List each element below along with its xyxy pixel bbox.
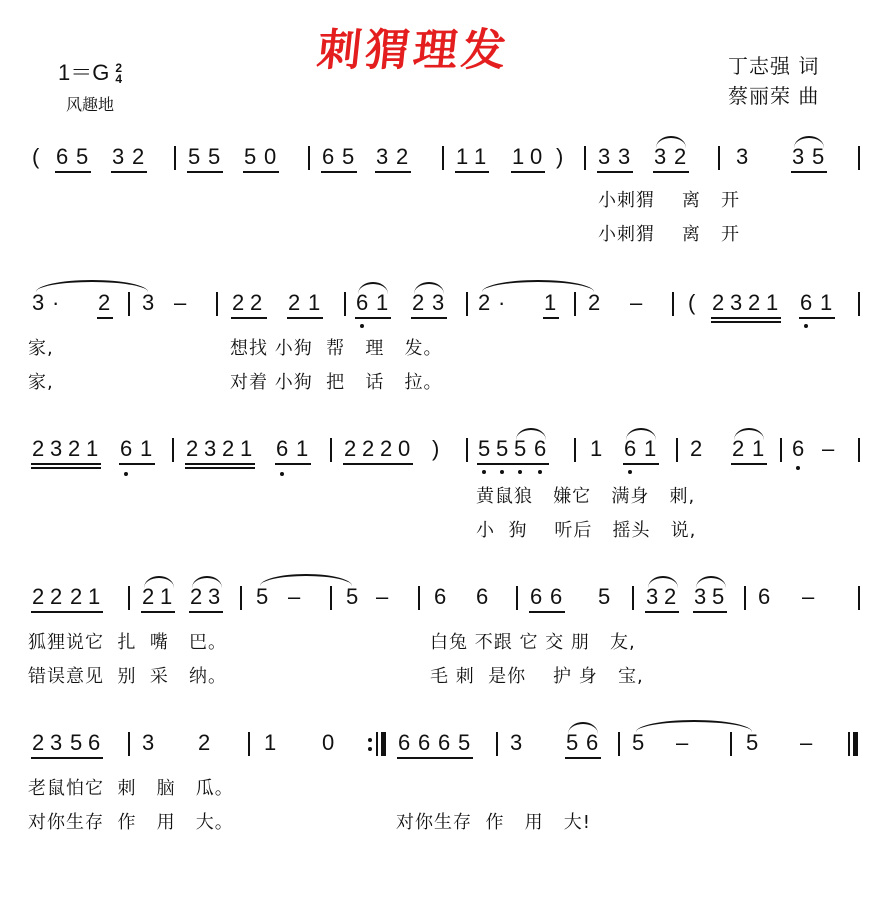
bar-line <box>344 292 346 316</box>
underline <box>355 317 391 319</box>
lyric-line: 小刺猬 离 开 <box>598 224 741 245</box>
composer-credit: 蔡丽荣 曲 <box>728 84 820 108</box>
note: 3 <box>792 144 805 169</box>
bar-line <box>128 292 130 316</box>
note: 6 <box>276 436 289 461</box>
bar-line <box>330 438 332 462</box>
note: 3 <box>730 290 743 315</box>
bar-line <box>584 146 586 170</box>
note: 2 <box>50 584 63 609</box>
low-octave-dot <box>482 470 486 474</box>
low-octave-dot <box>538 470 542 474</box>
note: 3 <box>598 144 611 169</box>
note: 5 <box>76 144 89 169</box>
note: 1 <box>766 290 779 315</box>
note: 6 <box>356 290 369 315</box>
key-label: 1＝G <box>58 60 110 85</box>
note: 6 <box>120 436 133 461</box>
note: 6 <box>792 436 805 461</box>
note: 5 <box>632 730 645 755</box>
note: 6 <box>398 730 411 755</box>
slur <box>648 576 678 588</box>
bar-line <box>744 586 746 610</box>
underline <box>97 317 113 319</box>
note: 2 <box>732 436 745 461</box>
slur <box>696 576 726 588</box>
repeat-bar-thin <box>376 732 378 756</box>
low-octave-dot <box>518 470 522 474</box>
time-denominator: 4 <box>115 72 123 87</box>
underline <box>189 611 223 613</box>
note: 2 <box>380 436 393 461</box>
note: 6 <box>586 730 599 755</box>
note: 0 <box>398 436 411 461</box>
note: 1 <box>86 436 99 461</box>
bar-line <box>330 586 332 610</box>
underline <box>711 317 781 319</box>
note: 2 <box>674 144 687 169</box>
note: 5 <box>812 144 825 169</box>
dash: – <box>800 730 813 755</box>
underline <box>731 463 767 465</box>
bar-line <box>308 146 310 170</box>
underline <box>623 463 659 465</box>
repeat-sign <box>368 736 372 752</box>
dash: – <box>630 290 643 315</box>
note: 5 <box>70 730 83 755</box>
note: 2 <box>748 290 761 315</box>
note: ( <box>688 290 696 315</box>
key-signature <box>58 56 122 87</box>
note: 3 <box>432 290 445 315</box>
note: 6 <box>800 290 813 315</box>
underline <box>343 463 413 465</box>
note: 6 <box>550 584 563 609</box>
underline <box>565 757 601 759</box>
underline <box>511 171 545 173</box>
note: 1 <box>240 436 253 461</box>
dot: · <box>52 290 60 315</box>
note: 6 <box>758 584 771 609</box>
bar-line <box>632 586 634 610</box>
slur <box>568 722 598 734</box>
lyric-line: 毛 刺 是你 护 身 宝, <box>430 666 644 687</box>
note: 3 <box>618 144 631 169</box>
slur <box>192 576 222 588</box>
underline <box>711 321 781 323</box>
lyric-line: 小刺猬 离 开 <box>598 190 741 211</box>
note: 3 <box>208 584 221 609</box>
lyric-line: 黄鼠狼 嫌它 满身 刺, <box>476 486 696 507</box>
note: 2 <box>412 290 425 315</box>
note: 1 <box>160 584 173 609</box>
note: 3 <box>694 584 707 609</box>
note: 0 <box>264 144 277 169</box>
slur <box>358 282 388 294</box>
note: 5 <box>598 584 611 609</box>
time-signature <box>115 63 122 85</box>
tie <box>636 720 752 732</box>
underline <box>543 317 559 319</box>
note: 5 <box>478 436 491 461</box>
bar-line <box>858 146 860 170</box>
repeat-bar-thick <box>381 732 386 756</box>
note: 3 <box>142 730 155 755</box>
dash: – <box>288 584 301 609</box>
underline <box>455 171 489 173</box>
dot: · <box>498 290 506 315</box>
note: 2 <box>32 730 45 755</box>
note: 2 <box>664 584 677 609</box>
final-bar-thick <box>853 732 858 756</box>
note: 5 <box>244 144 257 169</box>
note: 1 <box>752 436 765 461</box>
bar-line <box>466 438 468 462</box>
slur <box>734 428 764 440</box>
note: 2 <box>132 144 145 169</box>
bar-line <box>128 586 130 610</box>
bar-line <box>516 586 518 610</box>
score-row-1 <box>0 144 881 184</box>
note: 5 <box>746 730 759 755</box>
low-octave-dot <box>360 324 364 328</box>
note: 1 <box>140 436 153 461</box>
underline <box>597 171 633 173</box>
bar-line <box>676 438 678 462</box>
note: 1 <box>296 436 309 461</box>
low-octave-dot <box>628 470 632 474</box>
lyric-line: 想找 小狗 帮 理 发。 <box>230 338 443 359</box>
bar-line <box>128 732 130 756</box>
underline <box>799 317 835 319</box>
dash: – <box>174 290 187 315</box>
underline <box>653 171 689 173</box>
underline <box>231 317 267 319</box>
note: 1 <box>820 290 833 315</box>
note: 3 <box>646 584 659 609</box>
bar-line <box>858 586 860 610</box>
bar-line <box>780 438 782 462</box>
note: 2 <box>32 584 45 609</box>
note: 6 <box>56 144 69 169</box>
note: 2 <box>712 290 725 315</box>
note: 3 <box>32 290 45 315</box>
bar-line <box>730 732 732 756</box>
dash: – <box>822 436 835 461</box>
slur <box>516 428 546 440</box>
underline <box>31 757 103 759</box>
note: 2 <box>288 290 301 315</box>
lyric-line: 错误意见 别 采 纳。 <box>28 666 228 687</box>
tie <box>260 574 352 586</box>
low-octave-dot <box>500 470 504 474</box>
score-row-3 <box>0 436 881 476</box>
lyric-line: 白兔 不跟 它 交 朋 友, <box>430 632 636 653</box>
note: 2 <box>478 290 491 315</box>
note: 1 <box>590 436 603 461</box>
underline <box>321 171 357 173</box>
note: 1 <box>376 290 389 315</box>
note: ) <box>432 436 440 461</box>
note: 2 <box>232 290 245 315</box>
note: 2 <box>190 584 203 609</box>
note: 0 <box>530 144 543 169</box>
bar-line <box>418 586 420 610</box>
low-octave-dot <box>796 466 800 470</box>
bar-line <box>216 292 218 316</box>
note: 5 <box>342 144 355 169</box>
note: 5 <box>514 436 527 461</box>
underline <box>141 611 175 613</box>
final-bar-thin <box>848 732 850 756</box>
bar-line <box>496 732 498 756</box>
bar-line <box>618 732 620 756</box>
underline <box>119 463 155 465</box>
note: 1 <box>308 290 321 315</box>
note: 2 <box>198 730 211 755</box>
tie <box>36 280 148 292</box>
note: ) <box>556 144 564 169</box>
note: 5 <box>496 436 509 461</box>
lyric-line: 老鼠怕它 刺 脑 瓜。 <box>28 778 234 799</box>
note: 2 <box>396 144 409 169</box>
note: 2 <box>70 584 83 609</box>
underline <box>243 171 279 173</box>
note: 5 <box>458 730 471 755</box>
note: 3 <box>50 436 63 461</box>
note: 6 <box>624 436 637 461</box>
note: 5 <box>256 584 269 609</box>
underline <box>55 171 91 173</box>
note: 2 <box>362 436 375 461</box>
note: 2 <box>98 290 111 315</box>
note: 1 <box>474 144 487 169</box>
underline <box>31 611 103 613</box>
dash: – <box>376 584 389 609</box>
bar-line <box>442 146 444 170</box>
slur <box>794 136 824 148</box>
note: 3 <box>510 730 523 755</box>
note: 3 <box>50 730 63 755</box>
underline <box>693 611 727 613</box>
bar-line <box>248 732 250 756</box>
note: 2 <box>344 436 357 461</box>
note: 1 <box>544 290 557 315</box>
underline <box>645 611 679 613</box>
bar-line <box>718 146 720 170</box>
dash: – <box>676 730 689 755</box>
lyric-line: 家, <box>28 372 54 393</box>
underline <box>31 467 101 469</box>
note: 3 <box>112 144 125 169</box>
note: 2 <box>68 436 81 461</box>
slur <box>144 576 174 588</box>
bar-line <box>466 292 468 316</box>
bar-line <box>858 438 860 462</box>
note: 6 <box>534 436 547 461</box>
underline <box>375 171 411 173</box>
note: 5 <box>566 730 579 755</box>
note: ( <box>32 144 40 169</box>
slur <box>414 282 444 294</box>
score-row-2 <box>0 290 881 330</box>
bar-line <box>240 586 242 610</box>
song-title: 刺猬理发 <box>314 25 513 76</box>
note: 3 <box>142 290 155 315</box>
note: 6 <box>438 730 451 755</box>
note: 1 <box>264 730 277 755</box>
note: 3 <box>204 436 217 461</box>
lyric-line: 小 狗 听后 摇头 说, <box>476 520 697 541</box>
note: 2 <box>32 436 45 461</box>
underline <box>111 171 147 173</box>
slur <box>626 428 656 440</box>
note: 0 <box>322 730 335 755</box>
lyric-line: 对你生存 作 用 大。 <box>28 812 234 833</box>
low-octave-dot <box>124 472 128 476</box>
note: 2 <box>588 290 601 315</box>
dash: – <box>802 584 815 609</box>
bar-line <box>858 292 860 316</box>
note: 5 <box>208 144 221 169</box>
underline <box>397 757 473 759</box>
underline <box>529 611 565 613</box>
bar-line <box>174 146 176 170</box>
note: 1 <box>88 584 101 609</box>
slur <box>656 136 686 148</box>
lyric-line: 家, <box>28 338 54 359</box>
underline <box>275 463 311 465</box>
note: 2 <box>142 584 155 609</box>
underline <box>185 467 255 469</box>
underline <box>791 171 827 173</box>
lyric-line: 对你生存 作 用 大! <box>396 812 591 833</box>
note: 6 <box>88 730 101 755</box>
note: 6 <box>434 584 447 609</box>
note: 5 <box>712 584 725 609</box>
note: 3 <box>654 144 667 169</box>
lyric-line: 对着 小狗 把 话 拉。 <box>230 372 443 393</box>
low-octave-dot <box>280 472 284 476</box>
note: 3 <box>376 144 389 169</box>
note: 1 <box>512 144 525 169</box>
lyricist-credit: 丁志强 词 <box>728 54 820 78</box>
note: 2 <box>690 436 703 461</box>
note: 2 <box>222 436 235 461</box>
note: 1 <box>644 436 657 461</box>
score-row-5 <box>0 730 881 770</box>
note: 2 <box>250 290 263 315</box>
bar-line <box>574 438 576 462</box>
bar-line <box>172 438 174 462</box>
note: 6 <box>418 730 431 755</box>
bar-line <box>574 292 576 316</box>
note: 3 <box>736 144 749 169</box>
low-octave-dot <box>804 324 808 328</box>
note: 5 <box>346 584 359 609</box>
note: 5 <box>188 144 201 169</box>
underline <box>31 463 101 465</box>
tempo-marking: 风趣地 <box>66 95 115 114</box>
bar-line <box>672 292 674 316</box>
note: 6 <box>476 584 489 609</box>
lyric-line: 狐狸说它 扎 嘴 巴。 <box>28 632 228 653</box>
underline <box>185 463 255 465</box>
underline <box>287 317 323 319</box>
tie <box>482 280 594 292</box>
note: 6 <box>322 144 335 169</box>
underline <box>187 171 223 173</box>
underline <box>477 463 549 465</box>
time-numerator: 2 <box>115 61 123 76</box>
note: 2 <box>186 436 199 461</box>
score-row-4 <box>0 584 881 624</box>
note: 6 <box>530 584 543 609</box>
note: 1 <box>456 144 469 169</box>
underline <box>411 317 447 319</box>
